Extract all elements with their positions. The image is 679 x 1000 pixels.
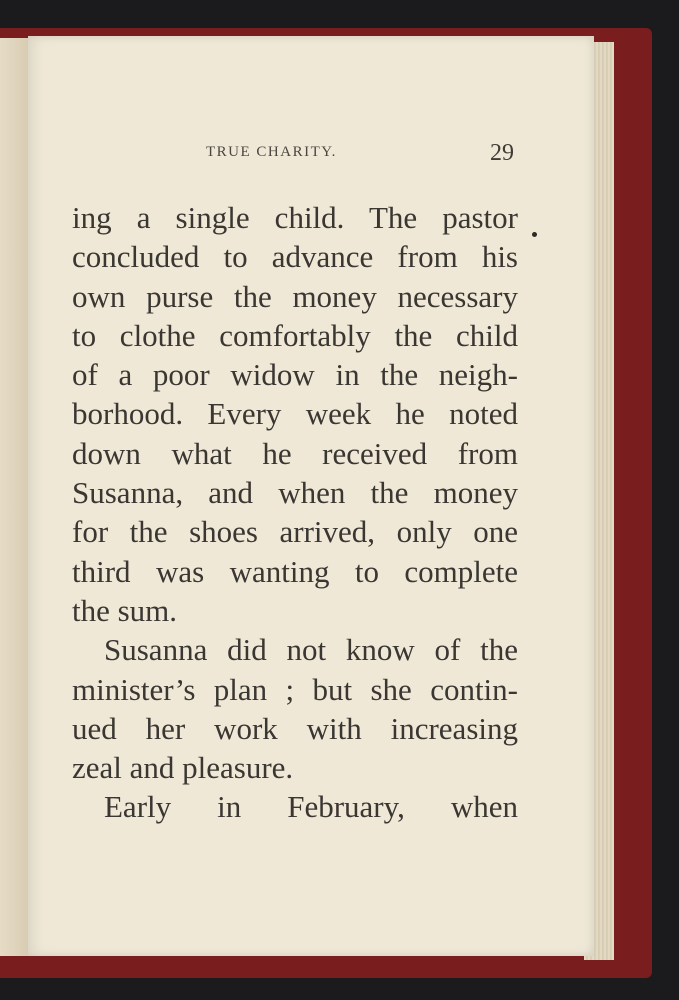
- text-line: ing a single child. The pastor: [72, 200, 518, 235]
- text-line: own purse the money necessary: [72, 278, 518, 314]
- text-line: borhood. Every week he noted: [72, 396, 518, 432]
- text-line: Early in February, when: [104, 789, 518, 825]
- body-text: [72, 198, 518, 827]
- text-line: minister’s plan ; but she contin-: [72, 671, 518, 707]
- text-line: concluded to advance from his: [72, 239, 518, 275]
- text-line: the sum.: [72, 592, 178, 628]
- text-line: Susanna did not know of the: [104, 632, 518, 668]
- text-line: Susanna, and when the money: [72, 475, 518, 511]
- page-number: 29: [490, 140, 514, 166]
- running-head-title: TRUE CHARITY.: [206, 144, 337, 160]
- text-line: of a poor widow in the neigh-: [72, 357, 518, 393]
- text-line: down what he received from: [72, 435, 518, 471]
- text-line: for the shoes arrived, only one: [72, 514, 518, 550]
- text-line: zeal and pleasure.: [72, 750, 294, 786]
- text-line: to clothe comfortably the child: [72, 317, 518, 353]
- text-line: ued her work with increasing: [72, 710, 518, 746]
- book-page: [28, 36, 594, 956]
- running-head: [28, 140, 594, 170]
- left-page-edge: [0, 38, 28, 956]
- text-line: third was wanting to complete: [72, 553, 518, 589]
- ink-speck: [532, 232, 537, 237]
